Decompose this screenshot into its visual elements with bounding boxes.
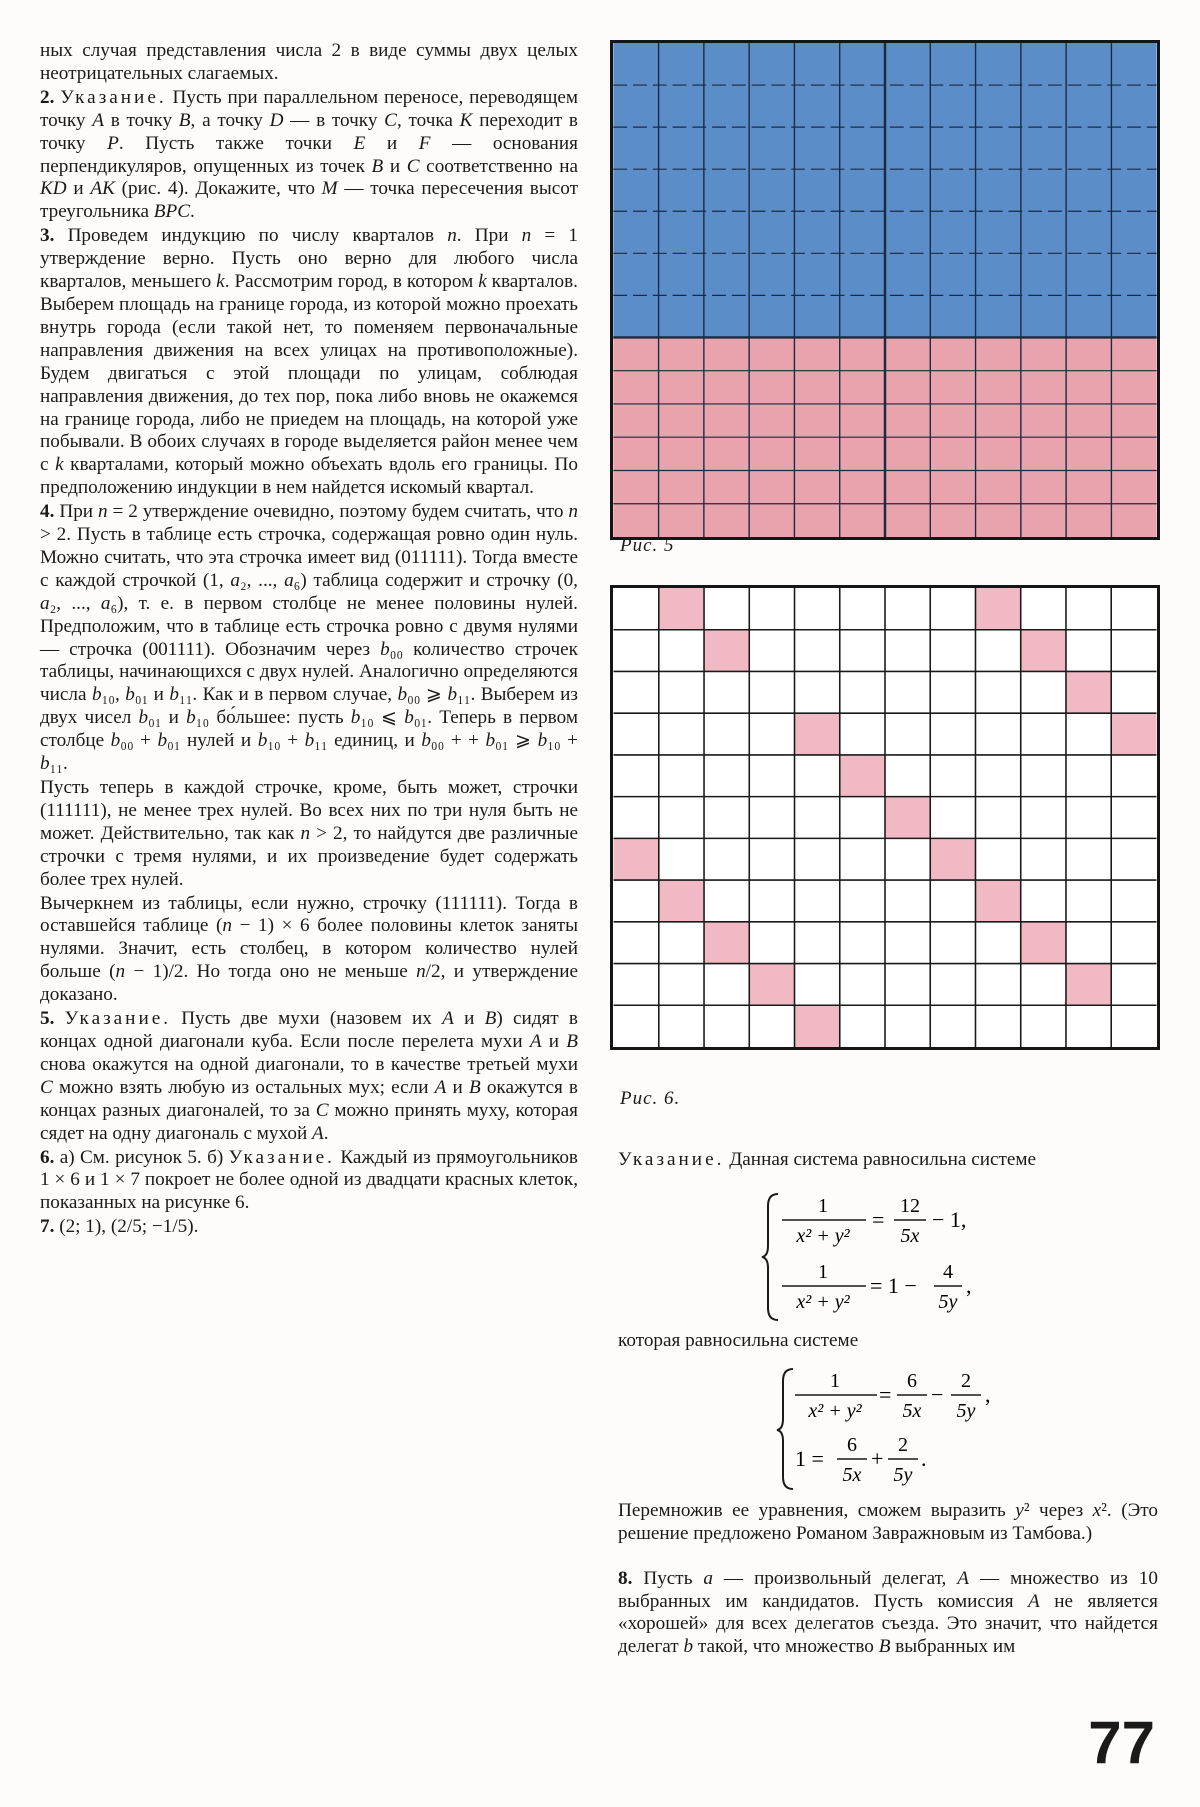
item-8-text: 8. Пусть a — произвольный делегат, A — множество из 10 выбранных им кандидатов. Пусть комиссия A не является «хорошей» для всех делегатов съезда. Это значит, что найдется делегат b такой, что множество B выбранных им <box>618 1568 1158 1657</box>
figure-6-pink-cell <box>975 880 1020 922</box>
eq1-num: 1 <box>818 1195 828 1217</box>
eq2-den: x² + y² <box>796 1291 850 1313</box>
figure-6-pink-cell <box>659 880 704 922</box>
s2-eq1-tail: , <box>985 1382 991 1407</box>
system-1 <box>760 1190 1060 1325</box>
figure-6-pink-cell <box>704 630 749 672</box>
figure-6-pink-cell <box>885 797 930 839</box>
figure-6-caption: Рис. 6. <box>620 1088 681 1109</box>
paragraph-3: 3. Проведем индукцию по числу кварталов n. При n = 1 утверждение верно. Пусть оно верно для любого числа кварталов, меньшего k. Рассмотрим город, в котором k кварталов. Выберем площадь на границе города, из которой можно проехать внутрь города (если такой нет, то поменяем первоначальные направления движения на всех улицах на противоположные). Будем двигаться с этой площади по улицам, соблюдая направления движения, до тех пор, пока либо вновь не окажемся на границе города, либо не приедем на площадь, на которой уже побывали. В обоих случаях в городе выделяется район менее чем с k кварталами, который можно объехать вдоль его границы. По предположению индукции в нем найдется искомый квартал. <box>40 225 579 499</box>
figure-6-pink-cell <box>1066 964 1111 1006</box>
figure-6-pink-cell <box>1021 630 1066 672</box>
eq2-rhs-num: 4 <box>943 1261 953 1283</box>
s2-eq2-n1: 6 <box>847 1434 857 1456</box>
s2-eq2-tail: . <box>921 1446 927 1471</box>
paragraph-4b: Пусть теперь в каждой строчке, кроме, быть может, строчки (111111), не менее трех нулей. Во всех них по три нуля быть не может. Действительно, так как n > 2, то найдутся две различные строчки с тремя нулями, и их произведение будет содержать более трех нулей. <box>40 777 578 890</box>
s2-eq1-n1: 6 <box>907 1370 917 1392</box>
svg-text:=: = <box>872 1207 885 1232</box>
figure-6-pink-cell <box>975 588 1020 630</box>
paragraph-intro: ных случая представления числа 2 в виде суммы двух целых неотрицательных слагаемых. <box>40 40 578 84</box>
figure-6-pink-cell <box>659 588 704 630</box>
left-column <box>40 40 578 1240</box>
figure-6-pink-cell <box>795 713 840 755</box>
paragraph-2: 2. Указание. Пусть при параллельном переносе, переводящем точку A в точку B, а точку D — в точку C, точка K переходит в точку P. Пусть также точки E и F — основания перпендикуляров, опущенных из точек B и C соответственно на KD и AK (рис. 4). Докажите, что M — точка пересечения высот треугольника BPC. <box>40 86 578 223</box>
figure-6-pink-cell <box>795 1005 840 1047</box>
eq1-rhs-num: 12 <box>900 1195 920 1217</box>
paragraph-4c: Вычеркнем из таблицы, если нужно, строчку (111111). Тогда в оставшейся таблице (n − 1) × 6 более половины клеток заняты нулями. Значит, есть столбец, в котором количество нулей больше (n − 1)/2. Но тогда оно не меньше n/2, и утверждение доказано. <box>40 892 579 1006</box>
figure-5 <box>610 40 1160 540</box>
eq2-rhs-head: = 1 − <box>870 1273 917 1298</box>
which-text: которая равносильна системе <box>618 1330 859 1351</box>
paragraph-4: 4. При n = 2 утверждение очевидно, поэтому будем считать, что n > 2. Пусть в таблице есть строчка, содержащая ровно один нуль. Можно считать, что эта строчка имеет вид (011111). Тогда вместе с каждой строчкой (1, a₂, ..., a₆) таблица содержит и строчку (0, a₂, ..., a₆), т. е. в первом столбце не менее половины нулей. Предположим, что в таблице есть строчка ровно с двумя нулями — строчка (001111). Обозначим через b₀₀ количество строчек таблицы, начинающихся с двух нулей. Аналогично определяются числа b₁₀, b₀₁ и b₁₁. Как и в первом случае, b₀₀ ⩾ b₁₁. Выберем из двух чисел b₀₁ и b₁₀ бо́льшее: пусть b₁₀ ⩽ b₀₁. Теперь в первом столбце b₀₀ + b₀₁ нулей и b₁₀ + b₁₁ единиц, и b₀₀ + + b₀₁ ⩾ b₁₀ + b₁₁. <box>40 501 579 775</box>
hint-text: Указание. Данная система равносильна системе <box>618 1149 1037 1170</box>
system-1-brace <box>762 1194 778 1320</box>
system-2 <box>775 1365 1075 1495</box>
figure-6-pink-cell <box>930 838 975 880</box>
s2-eq1-n2: 2 <box>961 1370 971 1392</box>
eq1-rhs-tail: − 1, <box>932 1207 967 1232</box>
eq1-den: x² + y² <box>796 1225 850 1247</box>
s2-eq1-d2: 5y <box>956 1400 976 1422</box>
figure-6-pink-cell <box>1066 671 1111 713</box>
figure-6-pink-cell <box>614 838 659 880</box>
figure-6-pink-cell <box>1021 922 1066 964</box>
system-2-brace <box>777 1369 793 1489</box>
s2-eq1-d1: 5x <box>902 1400 922 1422</box>
figure-6-pink-cell <box>1111 713 1156 755</box>
s2-eq2-lhs: 1 = <box>795 1446 824 1471</box>
page-number: 77 <box>1088 1709 1155 1776</box>
s2-eq1-den: x² + y² <box>808 1400 862 1422</box>
figure-6-pink-cell <box>704 922 749 964</box>
s2-eq1-num: 1 <box>830 1370 840 1392</box>
eq2-num: 1 <box>818 1261 828 1283</box>
after-text: Перемножив ее уравнения, сможем выразить y² через x². (Это решение предложено Романом Завражновым из Тамбова.) <box>618 1500 1158 1544</box>
s2-eq1-op: − <box>931 1382 944 1407</box>
eq2-rhs-tail: , <box>966 1273 972 1298</box>
figure-5-caption: Рис. 5 <box>620 535 675 556</box>
paragraph-6: 6. а) См. рисунок 5. б) Указание. Каждый из прямоугольников 1 × 6 и 1 × 7 покроет не более одной из двадцати красных клеток, показанных на рисунке 6. <box>40 1146 578 1214</box>
paragraph-7: 7. (2; 1), (2/5; −1/5). <box>40 1216 199 1238</box>
s2-eq2-op: + <box>871 1446 884 1471</box>
eq2-rhs-den: 5y <box>938 1291 958 1313</box>
figure-6 <box>610 585 1160 1050</box>
s2-eq2-d2: 5y <box>893 1464 913 1486</box>
figure-6-pink-cell <box>840 755 885 797</box>
figure-6-pink-cell <box>749 964 794 1006</box>
s2-eq2-n2: 2 <box>898 1434 908 1456</box>
s2-eq2-d1: 5x <box>842 1464 862 1486</box>
paragraph-5: 5. Указание. Пусть две мухи (назовем их A и B) сидят в концах одной диагонали куба. Если после перелета мухи A и B снова окажутся на одной диагонали, то в качестве третьей мухи C можно взять любую из остальных мух; если A и B окажутся в концах разных диагоналей, то за C можно принять муху, которая сядет на одну диагональ с мухой A. <box>40 1008 579 1144</box>
eq1-rhs-den: 5x <box>900 1225 920 1247</box>
svg-text:=: = <box>879 1382 892 1407</box>
